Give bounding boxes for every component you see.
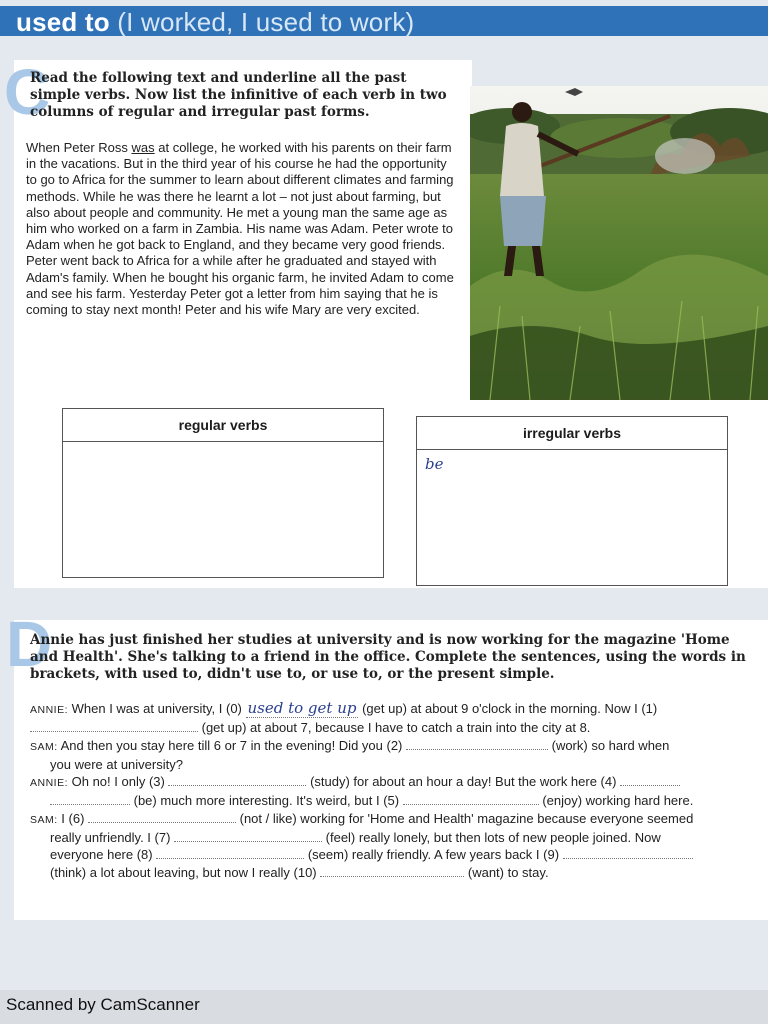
speaker-annie: ANNIE:: [30, 777, 69, 790]
section-d-letter: D: [6, 608, 53, 680]
speaker-sam: SAM:: [30, 813, 58, 826]
dialogue-exercise: [30, 700, 746, 881]
story-part-1: When Peter Ross: [26, 140, 132, 155]
header-title-sub: (I worked, I used to work): [117, 7, 415, 37]
dialogue-line-4: you were at university?: [50, 756, 183, 772]
blank-2[interactable]: [406, 738, 548, 750]
section-c-instruction: Read the following text and underline all the past simple verbs. Now list the infinitive of each verb in two columns of regular and irregular past forms.: [30, 70, 447, 120]
dialogue-line-10: [30, 864, 746, 881]
section-header: [0, 6, 768, 36]
blank-6[interactable]: [88, 811, 236, 823]
dialogue-line-8: [30, 829, 746, 846]
regular-verbs-table: [62, 408, 384, 578]
blank-1[interactable]: [30, 720, 198, 732]
blank-7[interactable]: [174, 830, 322, 842]
blank-10[interactable]: [320, 865, 464, 877]
irregular-verbs-table: [416, 416, 728, 586]
dialogue-text: Oh no! I only (3): [68, 774, 169, 790]
dialogue-line-5: [30, 773, 746, 792]
blank-4[interactable]: [620, 774, 680, 786]
dialogue-text: (be) much more interesting. It's weird, but I (5): [130, 793, 403, 809]
dialogue-text: everyone here (8): [50, 847, 157, 863]
section-c-letter: C: [4, 56, 51, 128]
dialogue-text: (work) so hard when: [548, 737, 670, 753]
irregular-verbs-header: irregular verbs: [417, 417, 727, 450]
dialogue-line-3: [30, 737, 746, 756]
dialogue-text: And then you stay here till 6 or 7 in the evening! Did you (2): [57, 737, 406, 753]
dialogue-text: (not / like) working for 'Home and Health' magazine because everyone seemed: [236, 810, 694, 826]
dialogue-line-6: [30, 792, 746, 809]
dialogue-text: (think) a lot about leaving, but now I really (10): [50, 864, 321, 880]
dialogue-text: really unfriendly. I (7): [50, 830, 175, 846]
answer-0-handwritten: used to get up: [247, 699, 357, 717]
regular-verbs-header: regular verbs: [63, 409, 383, 442]
section-d-instruction: Annie has just finished her studies at university and is now working for the magazine 'Home and Health'. She's talking to a friend in the office. Complete the sentences, using the words in brackets, with used to, didn't use to, or use to, or the present simple.: [30, 632, 746, 682]
blank-3[interactable]: [168, 774, 306, 786]
header-title: [16, 7, 414, 38]
dialogue-line-2: [30, 719, 746, 736]
dialogue-line-9: [30, 846, 746, 863]
farmer-photo: [470, 86, 768, 400]
speaker-sam: SAM:: [30, 740, 58, 753]
dialogue-text: When I was at university, I (0): [68, 701, 246, 716]
dialogue-line-1: [30, 700, 746, 719]
story-text: [26, 140, 454, 318]
irregular-verb-entry: be: [425, 455, 444, 473]
dialogue-text: (enjoy) working hard here.: [538, 793, 694, 809]
story-underlined-verb: was: [131, 140, 155, 155]
dialogue-text: I (6): [57, 810, 89, 826]
dialogue-text: (get up) at about 7, because I have to catch a train into the city at 8.: [198, 720, 591, 736]
dialogue-text: (seem) really friendly. A few years back I (9): [304, 847, 563, 863]
dialogue-text: (want) to stay.: [464, 864, 549, 880]
blank-9[interactable]: [563, 847, 693, 859]
blank-4-cont[interactable]: [50, 793, 130, 805]
blank-8[interactable]: [156, 847, 304, 859]
story-part-2: at college, he worked with his parents on their farm in the vacations. But in the third year of his course he had the opportunity to go to Africa for the summer to learn about different climates and farming methods. While he was there he learnt a lot – not just about farming, but also about people and community. He met a young man the same age as him who worked on a farm in Zambia. His name was Adam. Peter wrote to Adam when he got back to England, and they became very good friends. Peter went back to Africa for a while after he graduated and stayed with Adam's family. When he bought his organic farm, he invited Adam to come and see his farm. Yesterday Peter got a letter from him saying that he is coming to stay next month! Peter and his wife Mary are very excited.: [26, 140, 454, 318]
blank-5[interactable]: [403, 793, 539, 805]
dialogue-text: (study) for about an hour a day! But the work here (4): [306, 774, 621, 790]
dialogue-text: (get up) at about 9 o'clock in the morning. Now I (1): [358, 701, 658, 716]
header-title-main: used to: [16, 7, 110, 37]
dialogue-line-7: [30, 810, 746, 829]
speaker-annie: ANNIE:: [30, 704, 69, 716]
dialogue-text: (feel) really lonely, but then lots of new people joined. Now: [322, 830, 661, 846]
scanner-watermark: Scanned by CamScanner: [6, 995, 200, 1014]
